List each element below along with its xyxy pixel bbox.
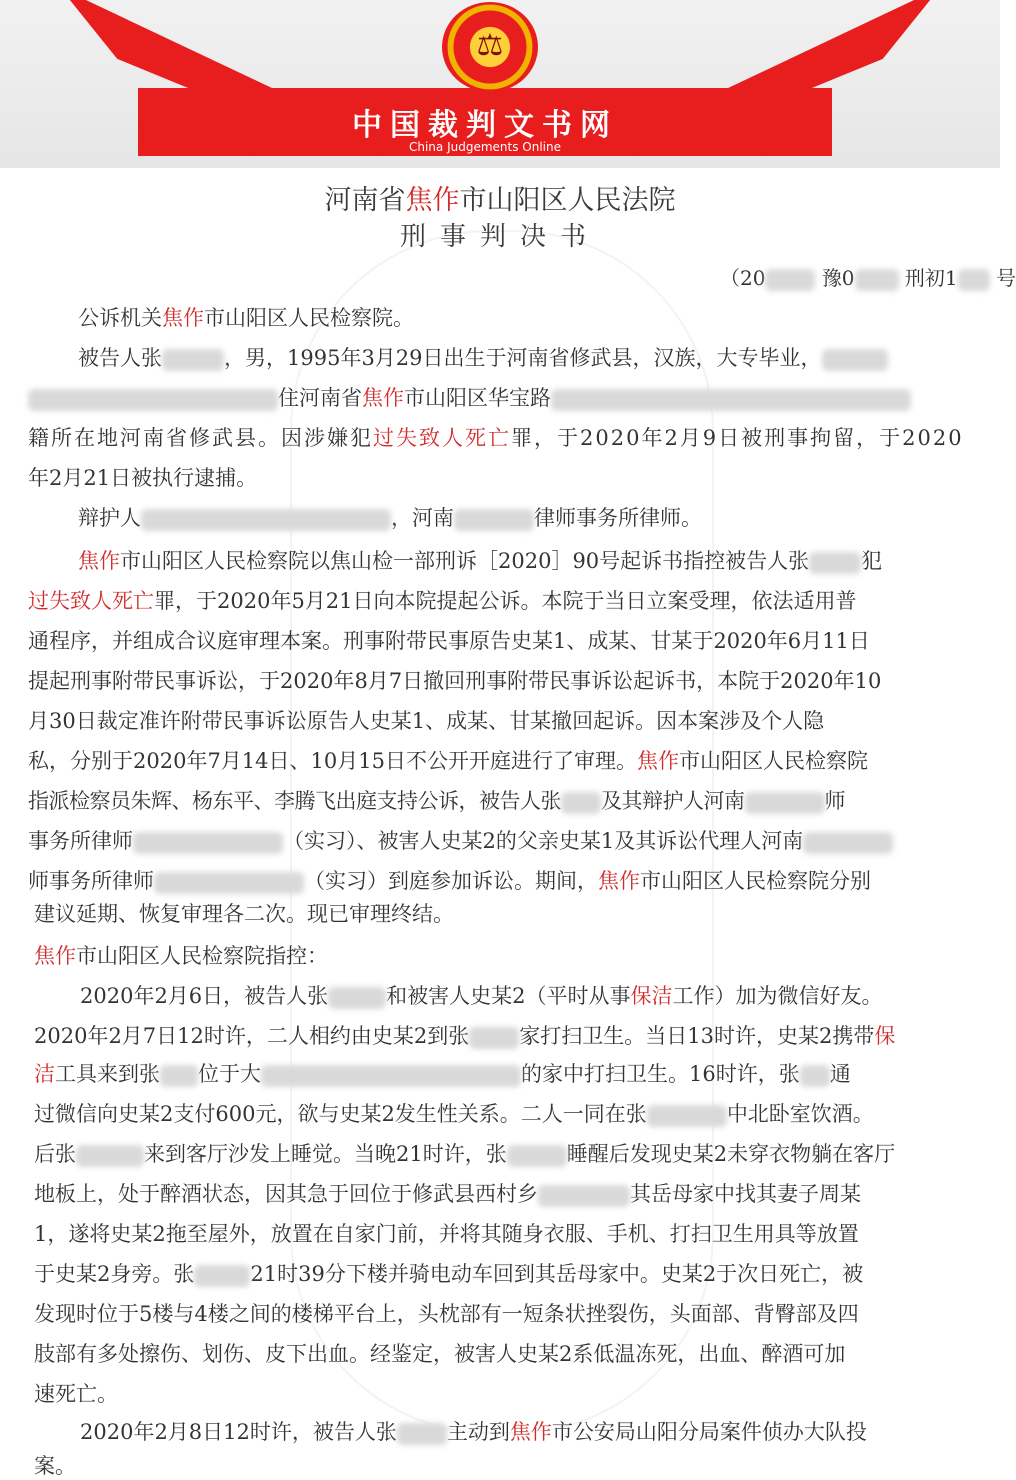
text-segment: 公诉机关 (78, 306, 162, 330)
redacted-text (809, 552, 861, 574)
text-segment: 市山阳区人民检察院分别 (640, 869, 871, 893)
text-segment: 师事务所律师 (28, 869, 154, 893)
redacted-text (647, 1105, 727, 1127)
text-segment: 于史某2身旁。张 (34, 1262, 195, 1286)
text-segment: 住河南省 (278, 386, 362, 410)
text-segment: 1，遂将史某2拖至屋外，放置在自家门前，并将其随身衣服、手机、打扫卫生用具等放置 (34, 1222, 859, 1246)
text-segment: 位于大 (198, 1062, 261, 1086)
document-line (80, 1416, 867, 1446)
redacted-text (803, 832, 893, 854)
highlighted-text: 焦作 (78, 549, 120, 573)
text-segment: 市山阳区华宝路 (404, 386, 551, 410)
redacted-text (538, 1185, 630, 1207)
case-number: （20 豫0 刑初1 号 (720, 266, 1016, 290)
redacted-text (561, 792, 601, 814)
document-line (28, 705, 824, 735)
document-line (80, 980, 883, 1010)
text-segment: 工具来到张 (55, 1062, 160, 1086)
document-line (78, 502, 702, 532)
document-line (28, 422, 964, 452)
document-line (34, 1218, 859, 1248)
document-line (34, 1020, 895, 1050)
text-segment: 提起刑事附带民事诉讼，于2020年8月7日撤回刑事附带民事诉讼起诉书，本院于2020年10 (28, 669, 882, 693)
text-segment: 后张 (34, 1142, 76, 1166)
text-segment: 2020年2月6日，被告人张 (80, 984, 329, 1008)
text-segment: 市山阳区人民检察院以焦山检一部刑诉［2020］90号起诉书指控被告人张 (120, 549, 810, 573)
text-segment: 市山阳区人民检察院。 (204, 306, 414, 330)
redacted-text (551, 389, 911, 411)
text-segment: 被告人张 (78, 346, 162, 370)
text-segment: 中北卧室饮酒。 (726, 1102, 874, 1126)
highlighted-text: 焦作 (509, 1420, 552, 1444)
scales-icon: ⚖ (476, 28, 504, 63)
document-line (28, 785, 845, 815)
highlighted-text: 焦作 (362, 386, 404, 410)
text-segment: 建议延期、恢复审理各二次。现已审理终结。 (34, 902, 454, 926)
highlighted-text: 焦作 (162, 306, 204, 330)
document-line (28, 825, 893, 855)
redacted-text (469, 1027, 519, 1049)
redacted-text (28, 389, 278, 411)
text-segment: 通程序，并组成合议庭审理本案。刑事附带民事原告史某1、成某、甘某于2020年6月11日 (28, 629, 870, 653)
redacted-text (133, 832, 283, 854)
document-line (28, 625, 870, 655)
text-segment: 21时39分下楼并骑电动车回到其岳母家中。史某2于次日死亡，被 (250, 1262, 864, 1286)
document-line (28, 462, 257, 492)
document-line (34, 1058, 851, 1088)
text-segment: 2020年2月8日12时许，被告人张 (80, 1420, 397, 1444)
document-line (34, 1298, 859, 1328)
text-segment: 通 (829, 1062, 851, 1086)
text-segment: 和被害人史某2（平时从事 (386, 984, 631, 1008)
site-header (0, 0, 1000, 168)
document-line (34, 940, 328, 970)
document-line (34, 1178, 861, 1208)
redacted-text (822, 349, 888, 371)
text-segment: 发现时位于5楼与4楼之间的楼梯平台上，头枕部有一短条状挫裂伤，头面部、背臀部及四 (34, 1302, 859, 1326)
text-segment: 来到客厅沙发上睡觉。当晚21时许，张 (144, 1142, 507, 1166)
text-segment: 其岳母家中找其妻子周某 (630, 1182, 861, 1206)
redacted-text (76, 1145, 144, 1167)
text-segment: 2020年2月7日12时许，二人相约由史某2到张 (34, 1024, 470, 1048)
document-line (28, 382, 911, 412)
document-line (78, 302, 414, 332)
document-line (78, 342, 888, 372)
site-title: 中国裁判文书网 (352, 108, 618, 143)
text-segment: 市山阳区人民检察院 (678, 749, 868, 773)
highlighted-text: 洁 (34, 1062, 55, 1086)
text-segment: 私，分别于2020年7月14日、10月15日不公开开庭进行了审理。 (28, 749, 637, 773)
redacted-text (507, 1145, 567, 1167)
redacted-text (160, 1065, 198, 1087)
text-segment: ，男，1995年3月29日出生于河南省修武县，汉族，大专毕业， (224, 346, 822, 370)
redacted-text (261, 1065, 521, 1087)
redacted-text (328, 987, 386, 1009)
text-segment: 市公安局山阳分局案件侦办大队投 (551, 1420, 867, 1444)
text-segment: 事务所律师 (28, 829, 133, 853)
text-segment: 案。 (34, 1454, 76, 1478)
text-segment: 家打扫卫生。当日13时许，史某2携带 (519, 1024, 875, 1048)
document-line (34, 1138, 895, 1168)
site-subtitle: China Judgements Online (408, 140, 561, 154)
text-segment: 主动到 (446, 1420, 510, 1444)
document-line (34, 1450, 76, 1480)
highlighted-text: 焦作 (598, 869, 640, 893)
text-segment: 工作）加为微信好友。 (672, 984, 883, 1008)
text-segment: ，河南 (391, 506, 454, 530)
text-segment: （实习）到庭参加诉讼。期间， (304, 869, 598, 893)
document-line (28, 865, 871, 895)
redacted-text (800, 1065, 830, 1087)
highlighted-text: 保 (874, 1024, 896, 1048)
redacted-text (454, 509, 534, 531)
court-name: 河南省焦作市山阳区人民法院 (324, 185, 676, 216)
document-line (34, 898, 454, 928)
document-type: 刑事判决书 (399, 222, 600, 252)
redacted-text (745, 792, 825, 814)
highlighted-text: 保洁 (630, 984, 673, 1008)
text-segment: 及其辩护人河南 (601, 789, 745, 813)
redacted-text (397, 1423, 447, 1445)
redacted-text (154, 872, 304, 894)
redacted-text (162, 349, 224, 371)
text-segment: 的家中打扫卫生。16时许，张 (521, 1062, 800, 1086)
text-segment: 罪，于2020年5月21日向本院提起公诉。本院于当日立案受理，依法适用普 (154, 589, 857, 613)
document-line (34, 1338, 845, 1368)
text-segment: 过微信向史某2支付600元，欲与史某2发生性关系。二人一同在张 (34, 1102, 647, 1126)
text-segment: 市山阳区人民检察院指控： (76, 944, 328, 968)
document-line (28, 745, 868, 775)
text-segment: 辩护人 (78, 506, 141, 530)
redacted-text (194, 1265, 250, 1287)
text-segment: 地板上，处于醉酒状态，因其急于回位于修武县西村乡 (34, 1182, 538, 1206)
document-line (78, 545, 882, 575)
text-segment: 律师事务所律师。 (534, 506, 702, 530)
highlighted-text: 焦作 (636, 749, 679, 773)
redacted-text (141, 509, 391, 531)
document-line (34, 1258, 863, 1288)
text-segment: 指派检察员朱辉、杨东平、李腾飞出庭支持公诉，被告人张 (28, 789, 561, 813)
highlighted-text: 过失致人死亡 (28, 589, 154, 613)
text-segment: 速死亡。 (34, 1382, 118, 1406)
text-segment: 罪，于2020年2月9日被刑事拘留，于2020 (511, 426, 964, 450)
text-segment: 犯 (861, 549, 883, 573)
text-segment: 师 (824, 789, 845, 813)
text-segment: （实习）、被害人史某2的父亲史某1及其诉讼代理人河南 (283, 829, 804, 853)
document-line (34, 1098, 874, 1128)
document-line (34, 1378, 118, 1408)
text-segment: 睡醒后发现史某2未穿衣物躺在客厅 (566, 1142, 896, 1166)
highlighted-text: 焦作 (34, 944, 76, 968)
text-segment: 月30日裁定准许附带民事诉讼原告人史某1、成某、甘某撤回起诉。因本案涉及个人隐 (28, 709, 825, 733)
text-segment: 年2月21日被执行逮捕。 (28, 466, 258, 490)
highlighted-text: 过失致人死亡 (373, 426, 511, 450)
document-line (28, 585, 857, 615)
text-segment: 籍所在地河南省修武县。因涉嫌犯 (28, 426, 373, 450)
document-line (28, 665, 881, 695)
text-segment: 肢部有多处擦伤、划伤、皮下出血。经鉴定，被害人史某2系低温冻死，出血、醉酒可加 (34, 1342, 846, 1366)
court-emblem-icon (442, 2, 538, 92)
